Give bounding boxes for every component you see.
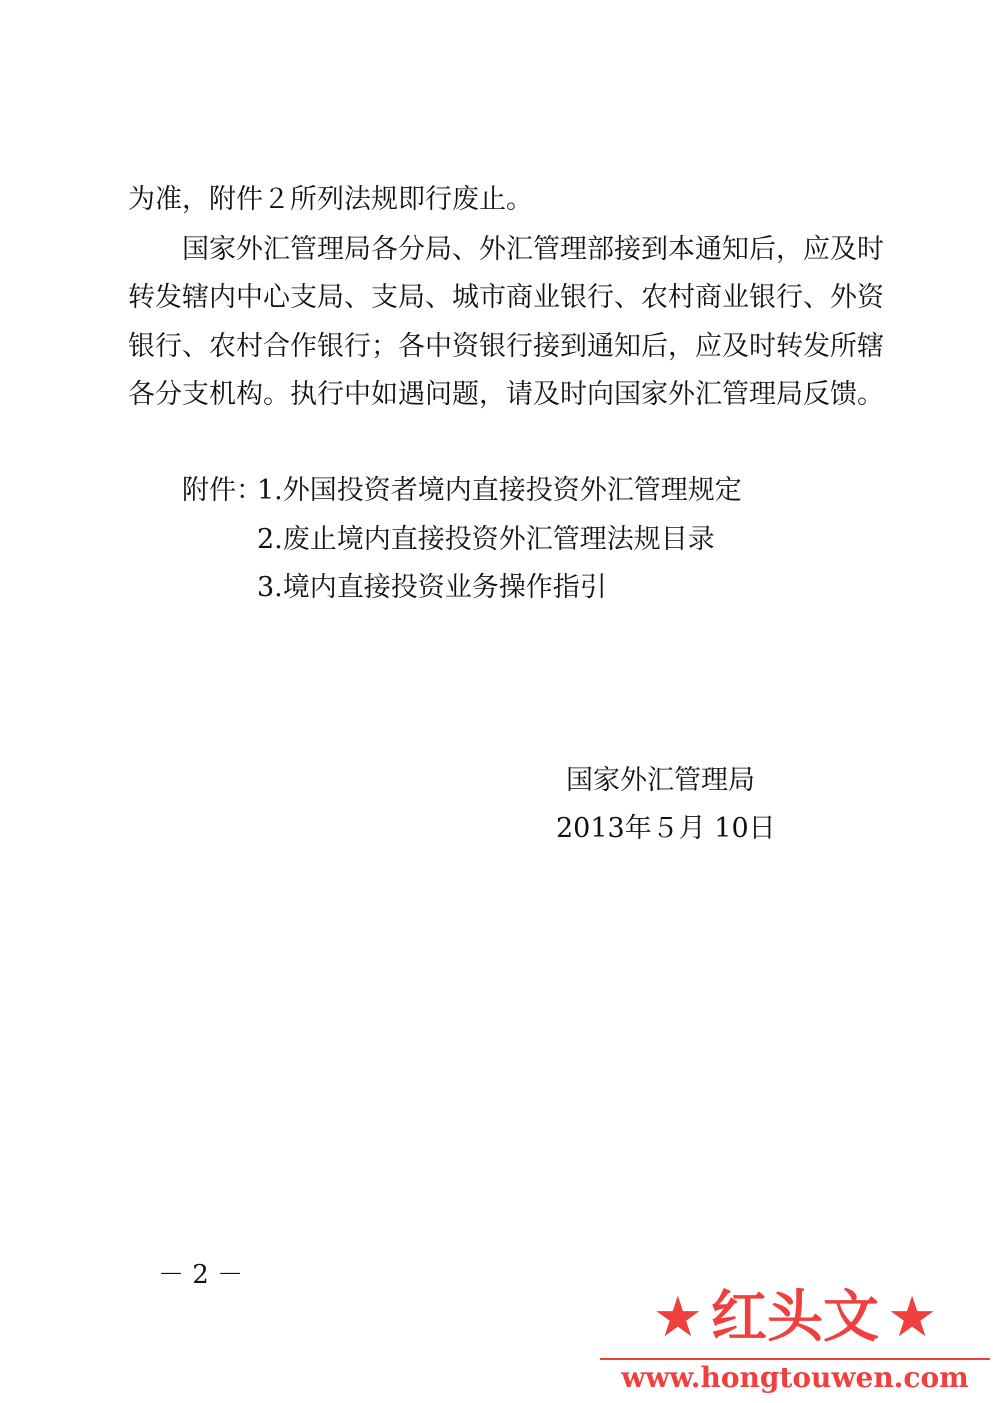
- paragraph-continuation: 为准，附件２所列法规即行废止。: [128, 184, 533, 215]
- watermark-url: www.hongtouwen.com: [621, 1361, 969, 1394]
- attachment-item: 3.境内直接投资业务操作指引: [257, 572, 607, 603]
- watermark-text: 红头文: [711, 1285, 879, 1350]
- watermark-logo: [600, 1278, 990, 1398]
- watermark-divider: [600, 1358, 990, 1360]
- paragraph-line: 转发辖内中心支局、支局、城市商业银行、农村商业银行、外资: [128, 282, 884, 313]
- page-number: － 2 －: [158, 1260, 244, 1290]
- watermark-title: [600, 1284, 990, 1352]
- issue-date: 2013年５月 10日: [556, 813, 776, 844]
- paragraph-line: 国家外汇管理局各分局、外汇管理部接到本通知后，应及时: [182, 234, 884, 265]
- attachments-label: 附件：: [182, 475, 263, 506]
- issuer-name: 国家外汇管理局: [566, 765, 755, 796]
- paragraph-line: 各分支机构。执行中如遇问题，请及时向国家外汇管理局反馈。: [128, 379, 884, 410]
- paragraph-line: 银行、农村合作银行；各中资银行接到通知后，应及时转发所辖: [128, 331, 884, 362]
- attachment-item: 1.外国投资者境内直接投资外汇管理规定: [257, 475, 742, 506]
- star-icon: ★: [887, 1285, 938, 1350]
- attachment-item: 2.废止境内直接投资外汇管理法规目录: [257, 524, 715, 555]
- star-icon: ★: [652, 1285, 703, 1350]
